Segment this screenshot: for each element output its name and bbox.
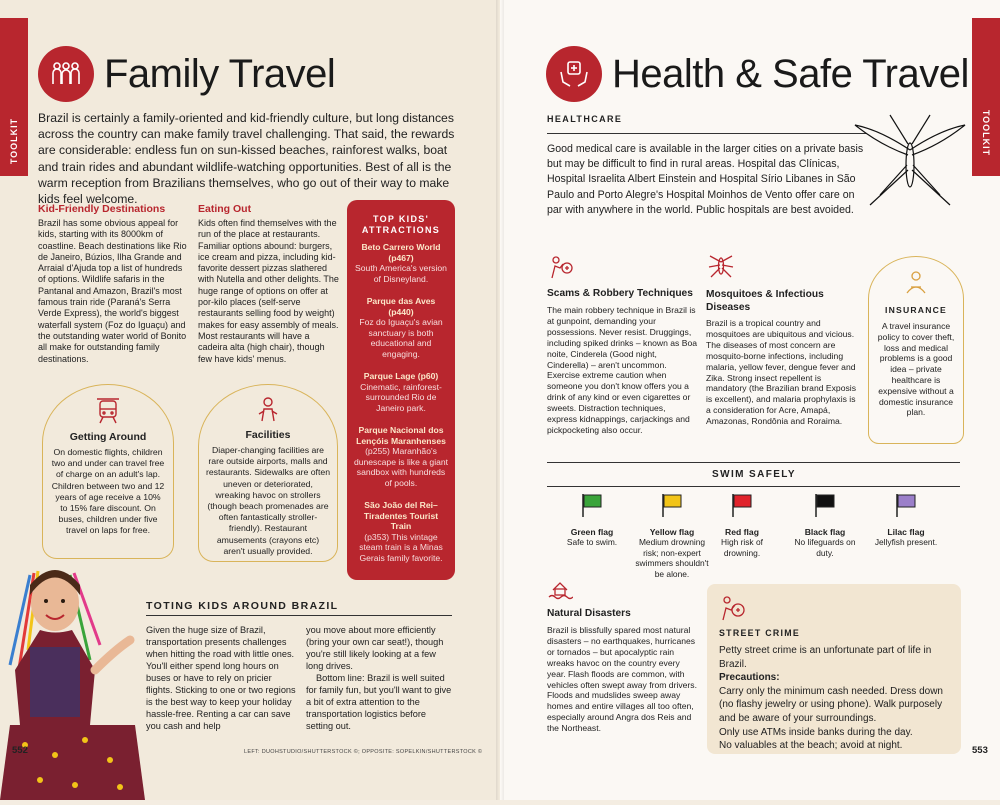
scams-section: [547, 288, 697, 436]
eating-out-section: [198, 203, 340, 365]
flag-desc: No lifeguards on duty.: [794, 537, 856, 558]
box-body: On domestic flights, children two and under can travel free of charge on an adult's lap. Children between two and 12 years of age receive a 10% to 15% fare discount. On buses, children under five travel on laps for free.: [51, 447, 165, 536]
kid-friendly-section: [38, 203, 188, 365]
attraction-desc: Cinematic, rainforest-surrounded Rio de Janeiro park.: [360, 381, 442, 413]
getting-around-box: [42, 384, 174, 559]
section-heading: Kid-Friendly Destinations: [38, 203, 166, 215]
attraction-desc: (p255) Maranhão's dunescape is like a giant sandbox with hundreds of pools.: [353, 446, 449, 488]
flag-desc: High risk of drowning.: [721, 537, 763, 558]
attraction-desc: South America's version of Disneyland.: [355, 263, 447, 284]
scam-icon: [547, 254, 575, 285]
page-title: Family Travel: [104, 52, 336, 96]
toting-col-2: [306, 624, 454, 732]
flag-desc: Jellyfish present.: [874, 537, 938, 547]
toolkit-tab-label: TOOLKIT: [9, 117, 19, 165]
section-body: Kids often find themselves with the run of the place at restaurants. Familiar options abound: burgers, ice cream and pizza, including kid-favorite dessert pizzas slathered with Nutella and other delights. The huge range of options on offer at por-kilo places (self-serve restaurants selling food by weight) makes for easy assembly of meals. Most restaurants will have a cadeira alta (high chair), though few have kids' menus.: [198, 218, 339, 364]
toting-col-1: Given the huge size of Brazil, transportation presents challenges when hitting the road with little ones. You'll either spend long hours on buses or have to rely on pricier flights. Sticking to one or two regions is the best way to keep your holiday hassle-free. Renting a car can save you cash and help: [146, 625, 296, 731]
divider: [547, 133, 867, 134]
flag-name: Black flag: [804, 527, 846, 537]
crime-icon: [717, 594, 747, 627]
flag-item: [562, 492, 622, 548]
toolkit-tab-right[interactable]: [972, 18, 1000, 176]
divider: [146, 615, 452, 616]
flag-name: Green flag: [570, 527, 614, 537]
section-heading: HEALTHCARE: [547, 114, 623, 124]
photo-credit: LEFT: DUOHSTUDIO/SHUTTERSTOCK ©; OPPOSITE: SOPELKIN/SHUTTERSTOCK ©: [244, 749, 483, 755]
page-number: 553: [972, 745, 988, 756]
flag-item: [793, 492, 857, 558]
top-kids-attractions-box: [347, 200, 455, 580]
section-heading: SWIM SAFELY: [712, 469, 796, 480]
flag-item: [712, 492, 772, 558]
attraction-name: Parque das Aves (p440): [366, 296, 436, 317]
flag-desc: Medium drowning risk; non-expert swimmers shouldn't be alone.: [635, 537, 709, 579]
section-heading: Mosquitoes & Infectious Diseases: [706, 289, 824, 313]
toting-para: Bottom line: Brazil is well suited for family fun, but you'll want to give a bit of extra attention to the transportation logistics before setting out.: [306, 673, 452, 731]
disasters-section: [547, 608, 699, 734]
right-page: [500, 0, 1000, 800]
attraction-desc: (p353) This vintage steam train is a Minas Gerais family favorite.: [359, 531, 443, 563]
page-number: 552: [12, 745, 28, 756]
toolkit-tab-label: TOOLKIT: [981, 109, 991, 157]
flag-item: [634, 492, 710, 579]
mosquito-illustration: [850, 110, 970, 225]
attraction-name: São João del Rei–Tiradentes Tourist Train: [363, 500, 439, 531]
flag-icon: [659, 492, 685, 518]
street-crime-box: [707, 584, 961, 754]
precautions-label: Precautions:: [719, 672, 780, 684]
box-body: A travel insurance policy to cover theft, loss and medical problems is a good idea – private healthcare is expensive without a domestic insurance plan.: [877, 321, 955, 418]
toolkit-tab-left[interactable]: [0, 18, 28, 176]
flag-name: Yellow flag: [649, 527, 695, 537]
flood-icon: [547, 578, 573, 607]
precaution-item: No valuables at the beach; avoid at night.: [719, 740, 903, 752]
flag-icon: [729, 492, 755, 518]
box-heading: INSURANCE: [885, 305, 947, 315]
divider: [547, 486, 960, 487]
box-body: Diaper-changing facilities are rare outside airports, malls and restaurants. Sidewalks are often uneven or deteriorated, wreaking havoc on strollers (though beach promenades are often fantastically stroller-friendly). Restaurant amusements (crayons etc) aren't usually provided.: [205, 445, 331, 556]
attraction-name: Parque Lage (p60): [363, 371, 439, 381]
section-heading: Scams & Robbery Techniques: [547, 288, 693, 299]
toting-para: you move about more efficiently (bring your own car seat!), though you're still likely looking at a few long drives.: [306, 625, 444, 671]
mosquitoes-section: [706, 288, 858, 427]
flag-name: Red flag: [725, 527, 759, 537]
health-hands-icon: [546, 46, 602, 102]
attraction-name: Parque Nacional dos Lençóis Maranhenses: [356, 425, 446, 446]
precaution-item: Carry only the minimum cash needed. Dress down (no flashy jewelry or using phone). Walk purposely and be aware of your surroundings.: [719, 685, 943, 724]
box-heading: STREET CRIME: [719, 628, 801, 638]
section-heading: TOTING KIDS AROUND BRAZIL: [146, 600, 339, 612]
section-body: Brazil is blissfully spared most natural disasters – no earthquakes, hurricanes or tornados – but apocalyptic rain wreaks havoc on the country every year. Flash floods are common, with vehicles often swept away from drivers. Floods and mudslides sweep away homes and entire villages all too often, especially around Angra dos Reis and the Northeast.: [547, 625, 697, 734]
flag-desc: Safe to swim.: [566, 537, 618, 547]
section-body: The main robbery technique in Brazil is at gunpoint, demanding your possessions. Never resist. Druggings, including spiked drinks – known as Boa noite, Cinderela (Good night, Cinderella) – aren't uncommon. Exercise extreme caution when someone you don't know offers you a drink of any kind or even cigarettes or sweets. Distraction techniques, express kidnappings, carjackings and pickpocketing also occur.: [547, 305, 698, 435]
section-body: Brazil has some obvious appeal for kids, starting with its 8000km of coastline. Beach destinations like Rio de Janeiro, Búzios, Ilha Grande and Arraial d'Ajuda top a list of hundreds of options. Wildlife safaris in the Pantanal and Amazon, Brazil's most famous train ride (Paraná's Serra Verde Express), the world's biggest waterfall system (Foz do Iguaçu) and the outstanding water world of Bonito all make for outstanding family destinations.: [38, 218, 187, 364]
box-heading: TOP KIDS' ATTRACTIONS: [361, 214, 441, 235]
healthcare-body: Good medical care is available in the larger cities on a private basis but may be difficult to find in rural areas. Hospital das Clínicas, Hospital Israelita Albert Einstein and Hospital Sírio Libanes in São Paulo and Porto Alegre's Hospital Moinhos de Vento offer care on par with anywhere in the world. Public hospitals are best avoided.: [547, 143, 864, 216]
attraction-name: Beto Carrero World (p467): [361, 242, 441, 263]
flag-icon: [893, 492, 919, 518]
left-page: [0, 0, 500, 800]
facilities-box: [198, 384, 338, 562]
box-heading: Facilities: [245, 429, 291, 441]
book-gutter: [496, 0, 504, 800]
crime-intro: Petty street crime is an unfortunate part of life in Brazil.: [719, 645, 932, 670]
precaution-item: Only use ATMs inside banks during the day.: [719, 726, 913, 738]
attraction-desc: Foz do Iguaçu's avian sanctuary is both educational and engaging.: [359, 317, 443, 359]
flag-icon: [812, 492, 838, 518]
baby-icon: [205, 395, 331, 425]
insurance-box: [868, 256, 964, 444]
section-heading: Eating Out: [198, 203, 252, 215]
flag-item: [870, 492, 942, 548]
flag-name: Lilac flag: [887, 527, 925, 537]
train-icon: [51, 397, 165, 427]
section-heading: Natural Disasters: [547, 608, 631, 619]
mosquito-icon: [707, 252, 735, 285]
family-icon: [38, 46, 94, 102]
flag-icon: [579, 492, 605, 518]
section-body: Brazil is a tropical country and mosquitoes are ubiquitous and vicious. The diseases of most concern are mosquito-borne infections, including malaria, yellow fever, dengue fever and Zika. Strong insect repellent is mandatory (the Brazilian brand Exposis is excellent), and malaria prophylaxis is a consideration for Acre, Amapá, Amazonas, Rondônia and Roraima.: [706, 318, 856, 427]
page-title: Health & Safe Travel: [612, 52, 969, 96]
intro-paragraph: Brazil is certainly a family-oriented and kid-friendly culture, but long distances across the country can make family travel challenging. That said, the rewards are considerable: endless fun on sun-kissed beaches, rainforest walks, boat and train rides and abundant wildlife-watching opportunities. Best of all is the warm reception from Brazilians themselves, who go out of their way to make kids feel welcome.: [38, 111, 455, 207]
insurance-icon: [875, 265, 957, 305]
divider: [547, 462, 960, 463]
child-photo: [0, 555, 150, 800]
box-heading: Getting Around: [69, 431, 147, 443]
